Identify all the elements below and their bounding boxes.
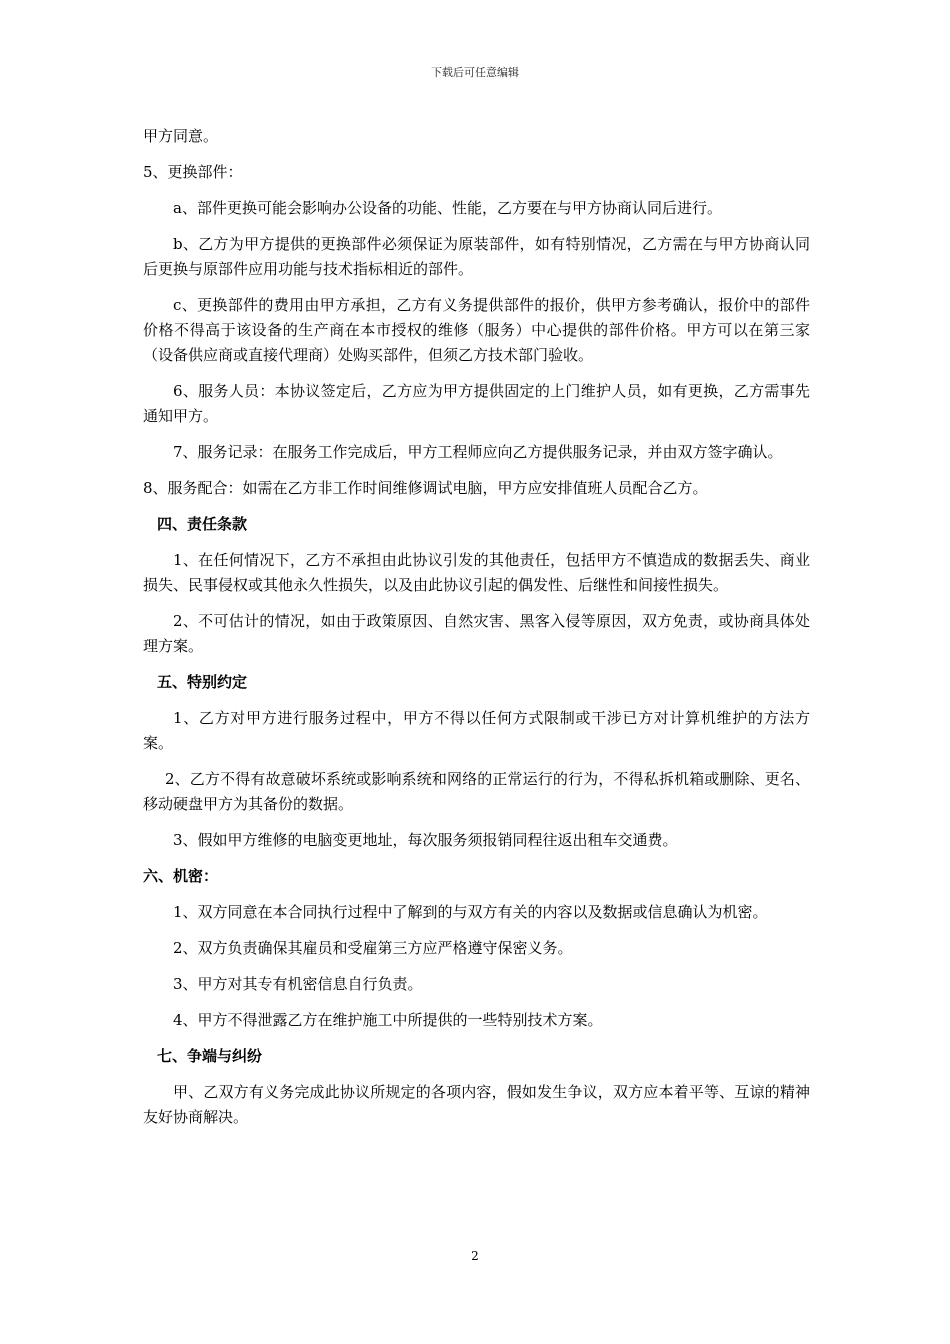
paragraph: 7、服务记录：在服务工作完成后，甲方工程师应向乙方提供服务记录，并由双方签字确认。 [173, 443, 783, 461]
paragraph: 3、甲方对其专有机密信息自行负责。 [173, 975, 423, 993]
paragraph: 2、乙方不得有故意破坏系统或影响系统和网络的正常运行的行为，不得私拆机箱或删除、更名、移动硬盘甲方为其备份的数据。 [143, 770, 810, 813]
section-heading: 四、责任条款 [157, 515, 248, 533]
paragraph: 1、双方同意在本合同执行过程中了解到的与双方有关的内容以及数据或信息确认为机密。 [173, 903, 768, 921]
section-heading: 六、机密： [143, 867, 219, 885]
paragraph: 甲、乙双方有义务完成此协议所规定的各项内容，假如发生争议，双方应本着平等、互谅的精神友好协商解决。 [143, 1083, 810, 1126]
paragraph: a、部件更换可能会影响办公设备的功能、性能，乙方要在与甲方协商认同后进行。 [173, 199, 722, 217]
paragraph: 甲方同意。 [143, 127, 219, 145]
document-body [143, 124, 810, 1141]
page-number: 2 [471, 1249, 479, 1263]
paragraph: 1、在任何情况下，乙方不承担由此协议引发的其他责任，包括甲方不慎造成的数据丢失、商业损失、民事侵权或其他永久性损失，以及由此协议引起的偶发性、后继性和间接性损失。 [143, 551, 810, 594]
section-heading: 五、特别约定 [157, 673, 248, 691]
paragraph: b、乙方为甲方提供的更换部件必须保证为原装部件，如有特别情况，乙方需在与甲方协商认同后更换与原部件应用功能与技术指标相近的部件。 [143, 235, 810, 278]
paragraph: 1、乙方对甲方进行服务过程中，甲方不得以任何方式限制或干涉已方对计算机维护的方法方案。 [143, 709, 810, 752]
section-heading: 七、争端与纠纷 [157, 1047, 263, 1065]
page-header: 下载后可任意编辑 [431, 66, 519, 79]
paragraph: 2、不可估计的情况，如由于政策原因、自然灾害、黑客入侵等原因，双方免责，或协商具体处理方案。 [143, 612, 810, 655]
clause-heading: 5、更换部件： [143, 163, 243, 181]
paragraph: 3、假如甲方维修的电脑变更地址，每次服务须报销同程往返出租车交通费。 [173, 831, 678, 849]
paragraph: c、更换部件的费用由甲方承担，乙方有义务提供部件的报价，供甲方参考确认，报价中的部件价格不得高于该设备的生产商在本市授权的维修（服务）中心提供的部件价格。甲方可以在第三家（设备供应商或直接代理商）处购买部件，但须乙方技术部门验收。 [143, 296, 810, 364]
paragraph: 8、服务配合：如需在乙方非工作时间维修调试电脑，甲方应安排值班人员配合乙方。 [143, 479, 708, 497]
paragraph: 4、甲方不得泄露乙方在维护施工中所提供的一些特别技术方案。 [173, 1011, 603, 1029]
paragraph: 2、双方负责确保其雇员和受雇第三方应严格遵守保密义务。 [173, 939, 573, 957]
paragraph: 6、服务人员：本协议签定后，乙方应为甲方提供固定的上门维护人员，如有更换，乙方需事先通知甲方。 [143, 382, 810, 425]
